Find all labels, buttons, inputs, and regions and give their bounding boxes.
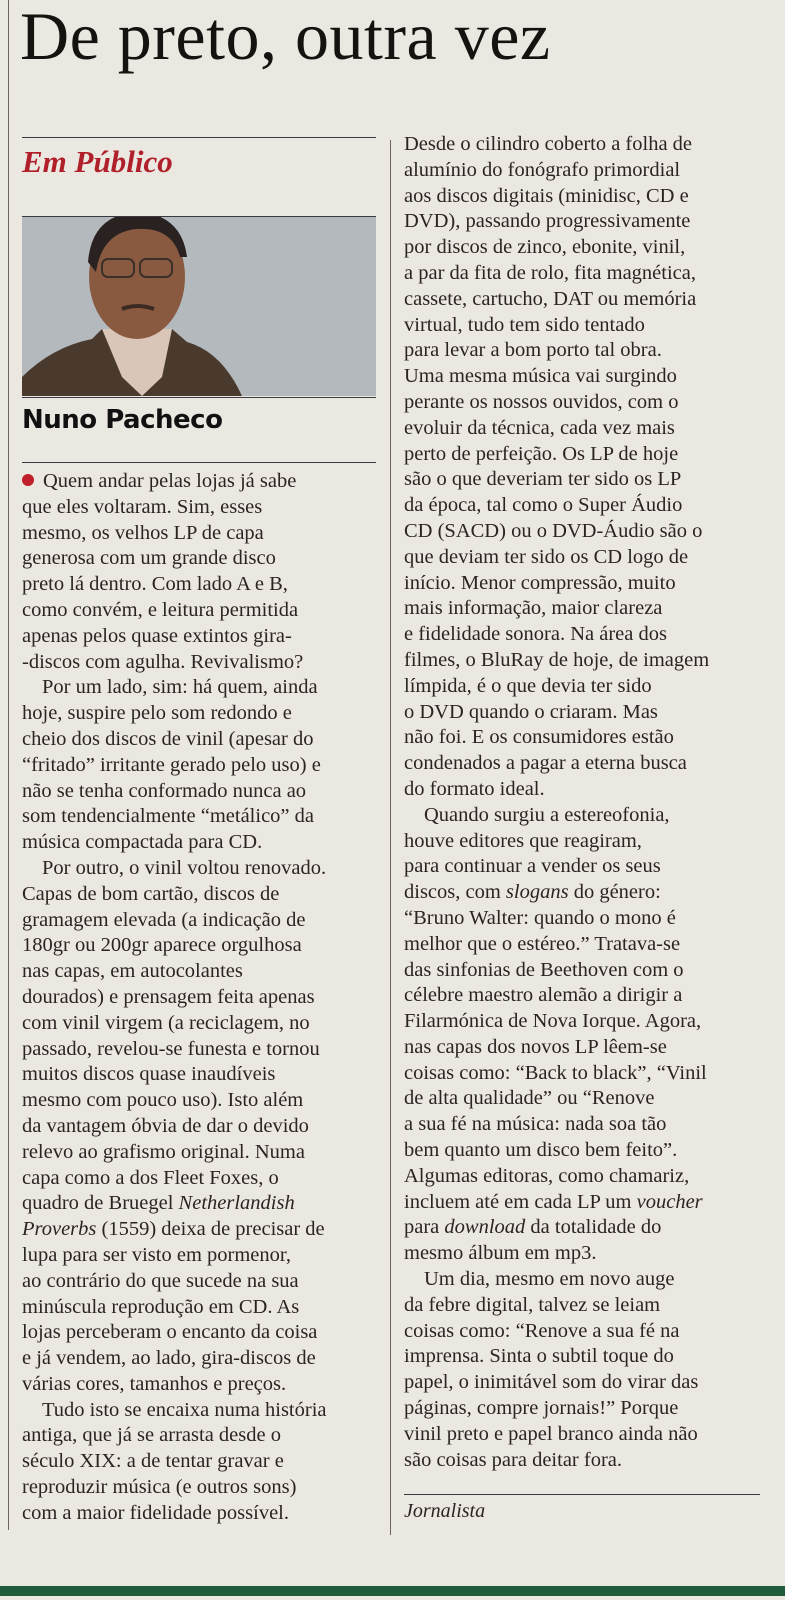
line-text: nas capas dos novos LP lêem-se — [404, 1035, 667, 1058]
line-text: início. Menor compressão, muito — [404, 571, 676, 594]
line-text: 180gr ou 200gr aparece orgulhosa — [22, 934, 302, 957]
text-line — [404, 700, 709, 726]
line-text: condenados a pagar a eterna busca — [404, 752, 687, 775]
line-text: virtual, tudo tem sido tentado — [404, 313, 645, 336]
text-line — [22, 1372, 327, 1398]
line-text: “Bruno Walter: quando o mono é — [404, 906, 676, 929]
text-line — [404, 751, 709, 777]
line-text: quadro de Bruegel — [22, 1192, 179, 1215]
text-line — [22, 1062, 327, 1088]
line-text: perante os nossos ouvidos, com o — [404, 390, 679, 413]
text-line — [404, 1293, 709, 1319]
text-line — [404, 1164, 709, 1190]
text-line — [22, 1166, 327, 1192]
line-text: papel, o inimitável som do virar das — [404, 1371, 699, 1394]
line-text: aos discos digitais (minidisc, CD e — [404, 184, 689, 207]
text-line — [404, 261, 709, 287]
line-text: evoluir da técnica, cada vez mais — [404, 416, 675, 439]
text-line — [404, 442, 709, 468]
text-line — [404, 158, 709, 184]
line-text: alumínio do fonógrafo primordial — [404, 158, 681, 181]
line-text: preto lá dentro. Com lado A e B, — [22, 573, 288, 596]
text-line — [404, 1138, 709, 1164]
line-text: das sinfonias de Beethoven com o — [404, 958, 684, 981]
line-text: não foi. E os consumidores estão — [404, 726, 674, 749]
line-text: (1559) deixa de precisar de — [96, 1218, 325, 1241]
text-line — [22, 1475, 327, 1501]
line-text: e já vendem, ao lado, gira-discos de — [22, 1347, 316, 1370]
line-text: século XIX: a de tentar gravar e — [22, 1450, 284, 1473]
text-line — [22, 1140, 327, 1166]
author-photo — [22, 217, 376, 396]
text-line — [22, 753, 327, 779]
line-text: antiga, que já se arrasta desde o — [22, 1424, 281, 1447]
line-text: da época, tal como o Super Áudio — [404, 494, 683, 517]
line-text: são coisas para deitar fora. — [404, 1448, 622, 1471]
line-text: para — [404, 1216, 445, 1239]
headline: De preto, outra vez — [20, 0, 551, 74]
text-line — [404, 287, 709, 313]
text-line — [404, 390, 709, 416]
text-line — [404, 777, 709, 803]
line-text: Filarmónica de Nova Iorque. Agora, — [404, 1010, 702, 1033]
text-line — [22, 701, 327, 727]
text-line — [404, 1190, 709, 1216]
text-line — [404, 906, 709, 932]
line-text: para levar a bom porto tal obra. — [404, 339, 662, 362]
column-divider — [390, 140, 391, 1535]
text-line — [404, 184, 709, 210]
text-line — [22, 1449, 327, 1475]
line-text: filmes, o BluRay de hoje, de imagem — [404, 648, 710, 671]
line-text: Algumas editoras, como chamariz, — [404, 1164, 690, 1187]
italic-text: slogans — [505, 881, 569, 904]
text-line — [404, 493, 709, 519]
line-text: muitos discos quase inaudíveis — [22, 1063, 276, 1086]
line-text: DVD), passando progressivamente — [404, 210, 691, 233]
line-text: bem quanto um disco bem feito”. — [404, 1139, 678, 1162]
line-text: -discos com agulha. Revivalismo? — [22, 650, 304, 673]
text-line — [404, 209, 709, 235]
italic-text: Proverbs — [22, 1218, 97, 1241]
text-line — [22, 804, 327, 830]
text-line — [404, 1319, 709, 1345]
line-text: para continuar a vender os seus — [404, 855, 661, 878]
text-line — [404, 1112, 709, 1138]
line-text: Quando surgiu a estereofonia, — [424, 803, 670, 826]
line-text: cassete, cartucho, DAT ou memória — [404, 287, 697, 310]
line-text: som tendencialmente “metálico” da — [22, 805, 314, 828]
text-line — [404, 467, 709, 493]
line-text: do formato ideal. — [404, 777, 545, 800]
text-line — [22, 469, 327, 495]
text-line — [22, 1243, 327, 1269]
line-text: Um dia, mesmo em novo auge — [424, 1268, 675, 1291]
line-text: de alta qualidade” ou “Renove — [404, 1087, 655, 1110]
text-line — [404, 1422, 709, 1448]
italic-text: voucher — [636, 1190, 703, 1213]
text-line — [404, 1061, 709, 1087]
italic-text: Netherlandish — [178, 1192, 295, 1215]
line-text: célebre maestro alemão a dirigir a — [404, 984, 683, 1007]
text-line — [404, 803, 709, 829]
text-line — [404, 313, 709, 339]
line-text: Capas de bom cartão, discos de — [22, 882, 280, 905]
line-text: do género: — [568, 881, 661, 904]
line-text: que eles voltaram. Sim, esses — [22, 495, 263, 518]
line-text: da vantagem óbvia de dar o devido — [22, 1114, 309, 1137]
text-line — [404, 1241, 709, 1267]
line-text: da totalidade do — [525, 1216, 662, 1239]
line-text: incluem até em cada LP um — [404, 1190, 637, 1213]
line-text: relevo ao grafismo original. Numa — [22, 1140, 305, 1163]
line-text: melhor que o estéreo.” Tratava-se — [404, 932, 681, 955]
line-text: a sua fé na música: nada soa tão — [404, 1113, 667, 1136]
text-line — [404, 1344, 709, 1370]
line-text: lojas perceberam o encanto da coisa — [22, 1321, 318, 1344]
text-line — [404, 596, 709, 622]
line-text: a par da fita de rolo, fita magnética, — [404, 261, 696, 284]
line-text: hoje, suspire pelo som redondo e — [22, 702, 292, 725]
text-line — [404, 829, 709, 855]
text-line — [22, 495, 327, 521]
text-line — [22, 1114, 327, 1140]
text-line — [404, 416, 709, 442]
text-line — [404, 1396, 709, 1422]
line-text: Tudo isto se encaixa numa história — [42, 1398, 327, 1421]
line-text: por discos de zinco, ebonite, vinil, — [404, 236, 686, 259]
line-text: cheio dos discos de vinil (apesar do — [22, 727, 314, 750]
line-text: música compactada para CD. — [22, 831, 263, 854]
line-text: límpida, é o que devia ter sido — [404, 674, 652, 697]
text-line — [22, 1037, 327, 1063]
line-text: não se tenha conformado nunca ao — [22, 779, 307, 802]
line-text: páginas, compre jornais!” Porque — [404, 1397, 679, 1420]
text-line — [22, 546, 327, 572]
article-column-right — [404, 132, 709, 1473]
text-line — [404, 571, 709, 597]
line-text: mesmo álbum em mp3. — [404, 1242, 597, 1265]
line-text: são o que deveriam ter sido os LP — [404, 468, 682, 491]
text-line — [22, 933, 327, 959]
text-line — [22, 908, 327, 934]
line-text: houve editores que reagiram, — [404, 829, 642, 852]
line-text: Por um lado, sim: há quem, ainda — [42, 676, 318, 699]
line-text: perto de perfeição. Os LP de hoje — [404, 442, 679, 465]
text-line — [404, 983, 709, 1009]
text-line — [22, 1501, 327, 1527]
line-text: com a maior fidelidade possível. — [22, 1501, 289, 1524]
section-label: Em Público — [22, 144, 173, 179]
line-text: mesmo com pouco uso). Isto além — [22, 1089, 304, 1112]
line-text: como convém, e leitura permitida — [22, 598, 299, 621]
line-text: mesmo, os velhos LP de capa — [22, 521, 264, 544]
text-line — [22, 675, 327, 701]
line-text: várias cores, tamanhos e preços. — [22, 1372, 287, 1395]
author-role: Jornalista — [404, 1500, 486, 1522]
text-line — [404, 1009, 709, 1035]
text-line — [404, 519, 709, 545]
text-line — [404, 364, 709, 390]
text-line — [22, 830, 327, 856]
section-top-rule — [22, 137, 376, 138]
text-line — [404, 1448, 709, 1474]
line-text: “fritado” irritante gerado pelo uso) e — [22, 753, 321, 776]
text-line — [404, 725, 709, 751]
line-text: gramagem elevada (a indicação de — [22, 908, 306, 931]
text-line — [404, 132, 709, 158]
line-text: Por outro, o vinil voltou renovado. — [42, 856, 327, 879]
text-line — [404, 854, 709, 880]
page-border-rule — [8, 0, 9, 1530]
text-line — [404, 1267, 709, 1293]
line-text: Uma mesma música vai surgindo — [404, 365, 677, 388]
text-line — [404, 1215, 709, 1241]
author-name: Nuno Pacheco — [22, 405, 223, 435]
text-line — [404, 622, 709, 648]
text-line — [22, 624, 327, 650]
line-text: mais informação, maior clareza — [404, 597, 663, 620]
text-line — [22, 1398, 327, 1424]
text-line — [22, 650, 327, 676]
text-line — [404, 648, 709, 674]
line-text: apenas pelos quase extintos gira- — [22, 624, 292, 647]
text-line — [22, 1346, 327, 1372]
text-line — [404, 880, 709, 906]
text-line — [22, 1088, 327, 1114]
text-line — [22, 1217, 327, 1243]
text-line — [22, 572, 327, 598]
line-text: coisas como: “Back to black”, “Vinil — [404, 1061, 707, 1084]
bottom-color-bar — [0, 1586, 785, 1596]
line-text: Quem andar pelas lojas já sabe — [43, 470, 297, 492]
bullet-icon — [22, 474, 34, 486]
text-line — [404, 545, 709, 571]
line-text: lupa para ser visto em pormenor, — [22, 1243, 292, 1266]
text-line — [404, 1086, 709, 1112]
line-text: o DVD quando o criaram. Mas — [404, 700, 658, 723]
text-line — [22, 1423, 327, 1449]
line-text: vinil preto e papel branco ainda não — [404, 1422, 698, 1445]
line-text: coisas como: “Renove a sua fé na — [404, 1319, 680, 1342]
line-text: passado, revelou-se funesta e tornou — [22, 1037, 320, 1060]
line-text: dourados) e prensagem feita apenas — [22, 985, 315, 1008]
text-line — [22, 1320, 327, 1346]
line-text: generosa com um grande disco — [22, 547, 276, 570]
text-line — [22, 1269, 327, 1295]
line-text: da febre digital, talvez se leiam — [404, 1293, 661, 1316]
text-line — [22, 959, 327, 985]
text-line — [404, 235, 709, 261]
text-line — [22, 1011, 327, 1037]
text-line — [22, 727, 327, 753]
line-text: discos, com — [404, 881, 506, 904]
text-line — [22, 779, 327, 805]
line-text: ao contrário do que sucede na sua — [22, 1269, 299, 1292]
line-text: que deviam ter sido os CD logo de — [404, 545, 689, 568]
line-text: imprensa. Sinta o subtil toque do — [404, 1345, 674, 1368]
line-text: capa como a dos Fleet Foxes, o — [22, 1166, 279, 1189]
line-text: Desde o cilindro coberto a folha de — [404, 133, 693, 155]
text-line — [404, 958, 709, 984]
text-line — [22, 882, 327, 908]
text-line — [22, 1191, 327, 1217]
text-line — [22, 521, 327, 547]
text-line — [404, 1035, 709, 1061]
text-line — [22, 598, 327, 624]
signoff-rule — [404, 1494, 760, 1495]
text-line — [404, 338, 709, 364]
line-text: minúscula reprodução em CD. As — [22, 1295, 300, 1318]
text-line — [404, 1370, 709, 1396]
text-line — [404, 674, 709, 700]
italic-text: download — [444, 1216, 526, 1239]
line-text: reproduzir música (e outros sons) — [22, 1476, 297, 1499]
text-line — [22, 856, 327, 882]
line-text: nas capas, em autocolantes — [22, 960, 243, 983]
line-text: e fidelidade sonora. Na área dos — [404, 623, 667, 646]
byline-rule — [22, 462, 376, 463]
text-line — [404, 932, 709, 958]
article-column-left — [22, 469, 327, 1527]
line-text: com vinil virgem (a reciclagem, no — [22, 1011, 310, 1034]
text-line — [22, 1295, 327, 1321]
text-line — [22, 985, 327, 1011]
line-text: CD (SACD) ou o DVD-Áudio são o — [404, 519, 703, 542]
photo-bottom-rule — [22, 397, 376, 398]
